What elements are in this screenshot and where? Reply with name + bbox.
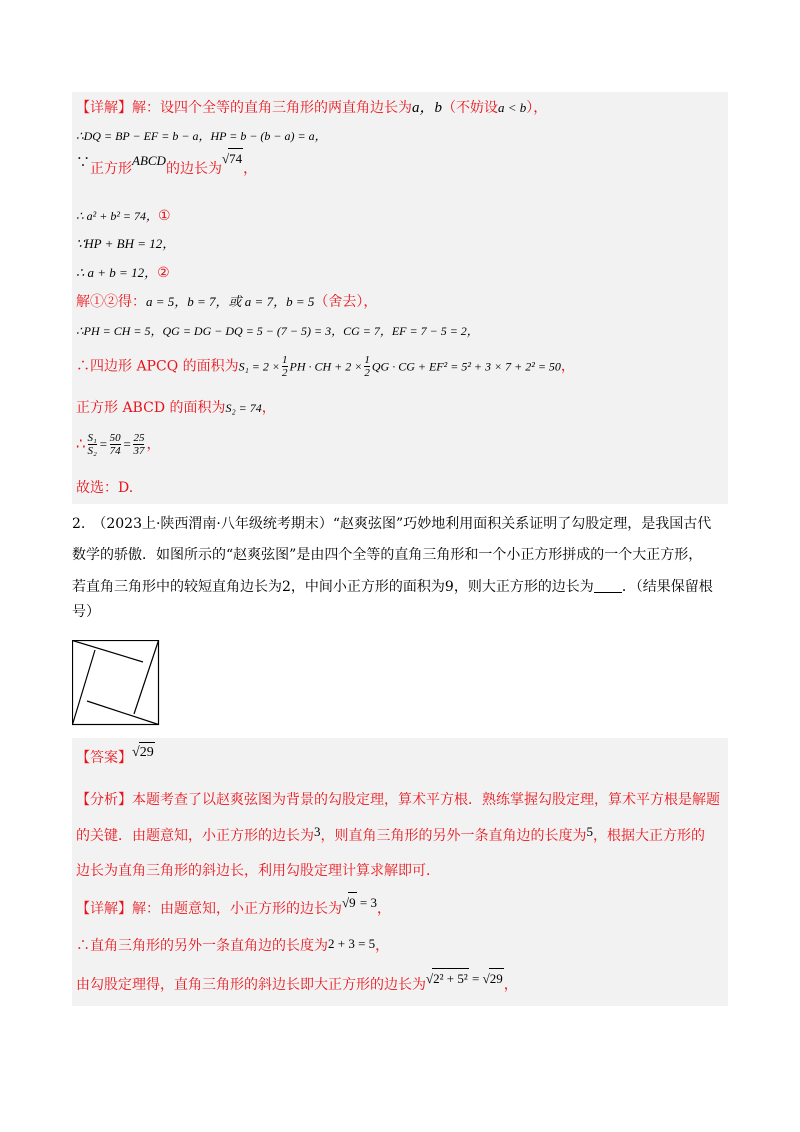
- question2-line-1: 2. （2023上·陕西渭南·八年级统考期末）“赵爽弦图”巧妙地利用面积关系证明了勾股定理，是我国古代: [72, 516, 712, 532]
- detail-line-3: ∵正方形ABCD的边长为√74，: [76, 158, 257, 179]
- detail-line-7: 解①②得：a = 5，b = 7，或 a = 7，b = 5（舍去），: [76, 294, 378, 310]
- detail-line-2: ∴DQ = BP − EF = b − a，HP = b − (b − a) = a，: [76, 129, 327, 143]
- question2-line-4: 号）: [72, 604, 100, 620]
- question2-line-2: 数学的骄傲．如图所示的“赵爽弦图”是由四个全等的直角三角形和一个小正方形拼成的一个大正方形，: [72, 547, 703, 563]
- answer-tag: 【答案】: [76, 750, 132, 766]
- chord-line-4: [87, 701, 159, 725]
- chord-line-2: [73, 641, 144, 663]
- detail-line-6: ∴ a + b = 12，②: [76, 265, 170, 281]
- detail-line-9: ∴四边形 APCQ 的面积为S₁ = 2 × $\frac{1}{2}$ PH · CH + 2 × $\frac{1}{2}$ QG · CG + EF² = 5² + 3 × 7 + 2² = 50，: [76, 354, 575, 379]
- question2-line-3: 若直角三角形中的较短直角边长为2，中间小正方形的面积为9，则大正方形的边长为 ．（结果保留根: [72, 579, 713, 595]
- answer-line: 【答案】√29: [76, 748, 155, 769]
- chord-line-1: [73, 650, 96, 725]
- detail2-line-1: 【详解】解：由题意知，小正方形的边长为√9 = 3，: [76, 898, 391, 919]
- detail-line-4: ∴ a² + b² = 74，①: [76, 208, 171, 224]
- detail2-tag: 【详解】: [76, 901, 132, 917]
- analysis-tag: 【分析】: [76, 792, 132, 808]
- detail-line-5: ∵HP + BH = 12，: [76, 236, 176, 251]
- zhao-shuang-diagram: [72, 640, 160, 726]
- detail-line-1: 【详解】解：设四个全等的直角三角形的两直角边长为a，b（不妨设a < b），: [76, 100, 548, 116]
- answer-blank: [594, 578, 622, 593]
- detail-line-10: 正方形 ABCD 的面积为S₂ = 74，: [76, 400, 276, 416]
- detail-tag: 【详解】: [76, 100, 132, 116]
- detail2-line-2: ∴直角三角形的另外一条直角边的长度为2 + 3 = 5，: [76, 936, 390, 954]
- analysis-line-1: 【分析】本题考查了以赵爽弦图为背景的勾股定理，算术平方根．熟练掌握勾股定理，算术平方根是解题: [76, 792, 720, 808]
- detail-line-8: ∴PH = CH = 5，QG = DG − DQ = 5 − (7 − 5) = 3，CG = 7，EF = 7 − 5 = 2，: [76, 324, 479, 338]
- detail-line-11: ∴ $\frac{\text{S₁}}{\text{S₂}}$ = $\frac{50}{74}$ = $\frac{25}{37}$ ，: [76, 432, 161, 457]
- chord-line-3: [134, 641, 159, 715]
- analysis-line-2: 的关键．由题意知，小正方形的边长为3，则直角三角形的另外一条直角边的长度为5，根据大正方形的: [76, 824, 705, 844]
- choice-line: 故选：D.: [76, 480, 134, 496]
- detail2-line-3: 由勾股定理得，直角三角形的斜边长即大正方形的边长为√2² + 5² = √29，: [76, 974, 518, 995]
- analysis-line-3: 边长为直角三角形的斜边长，利用勾股定理计算求解即可．: [76, 863, 440, 879]
